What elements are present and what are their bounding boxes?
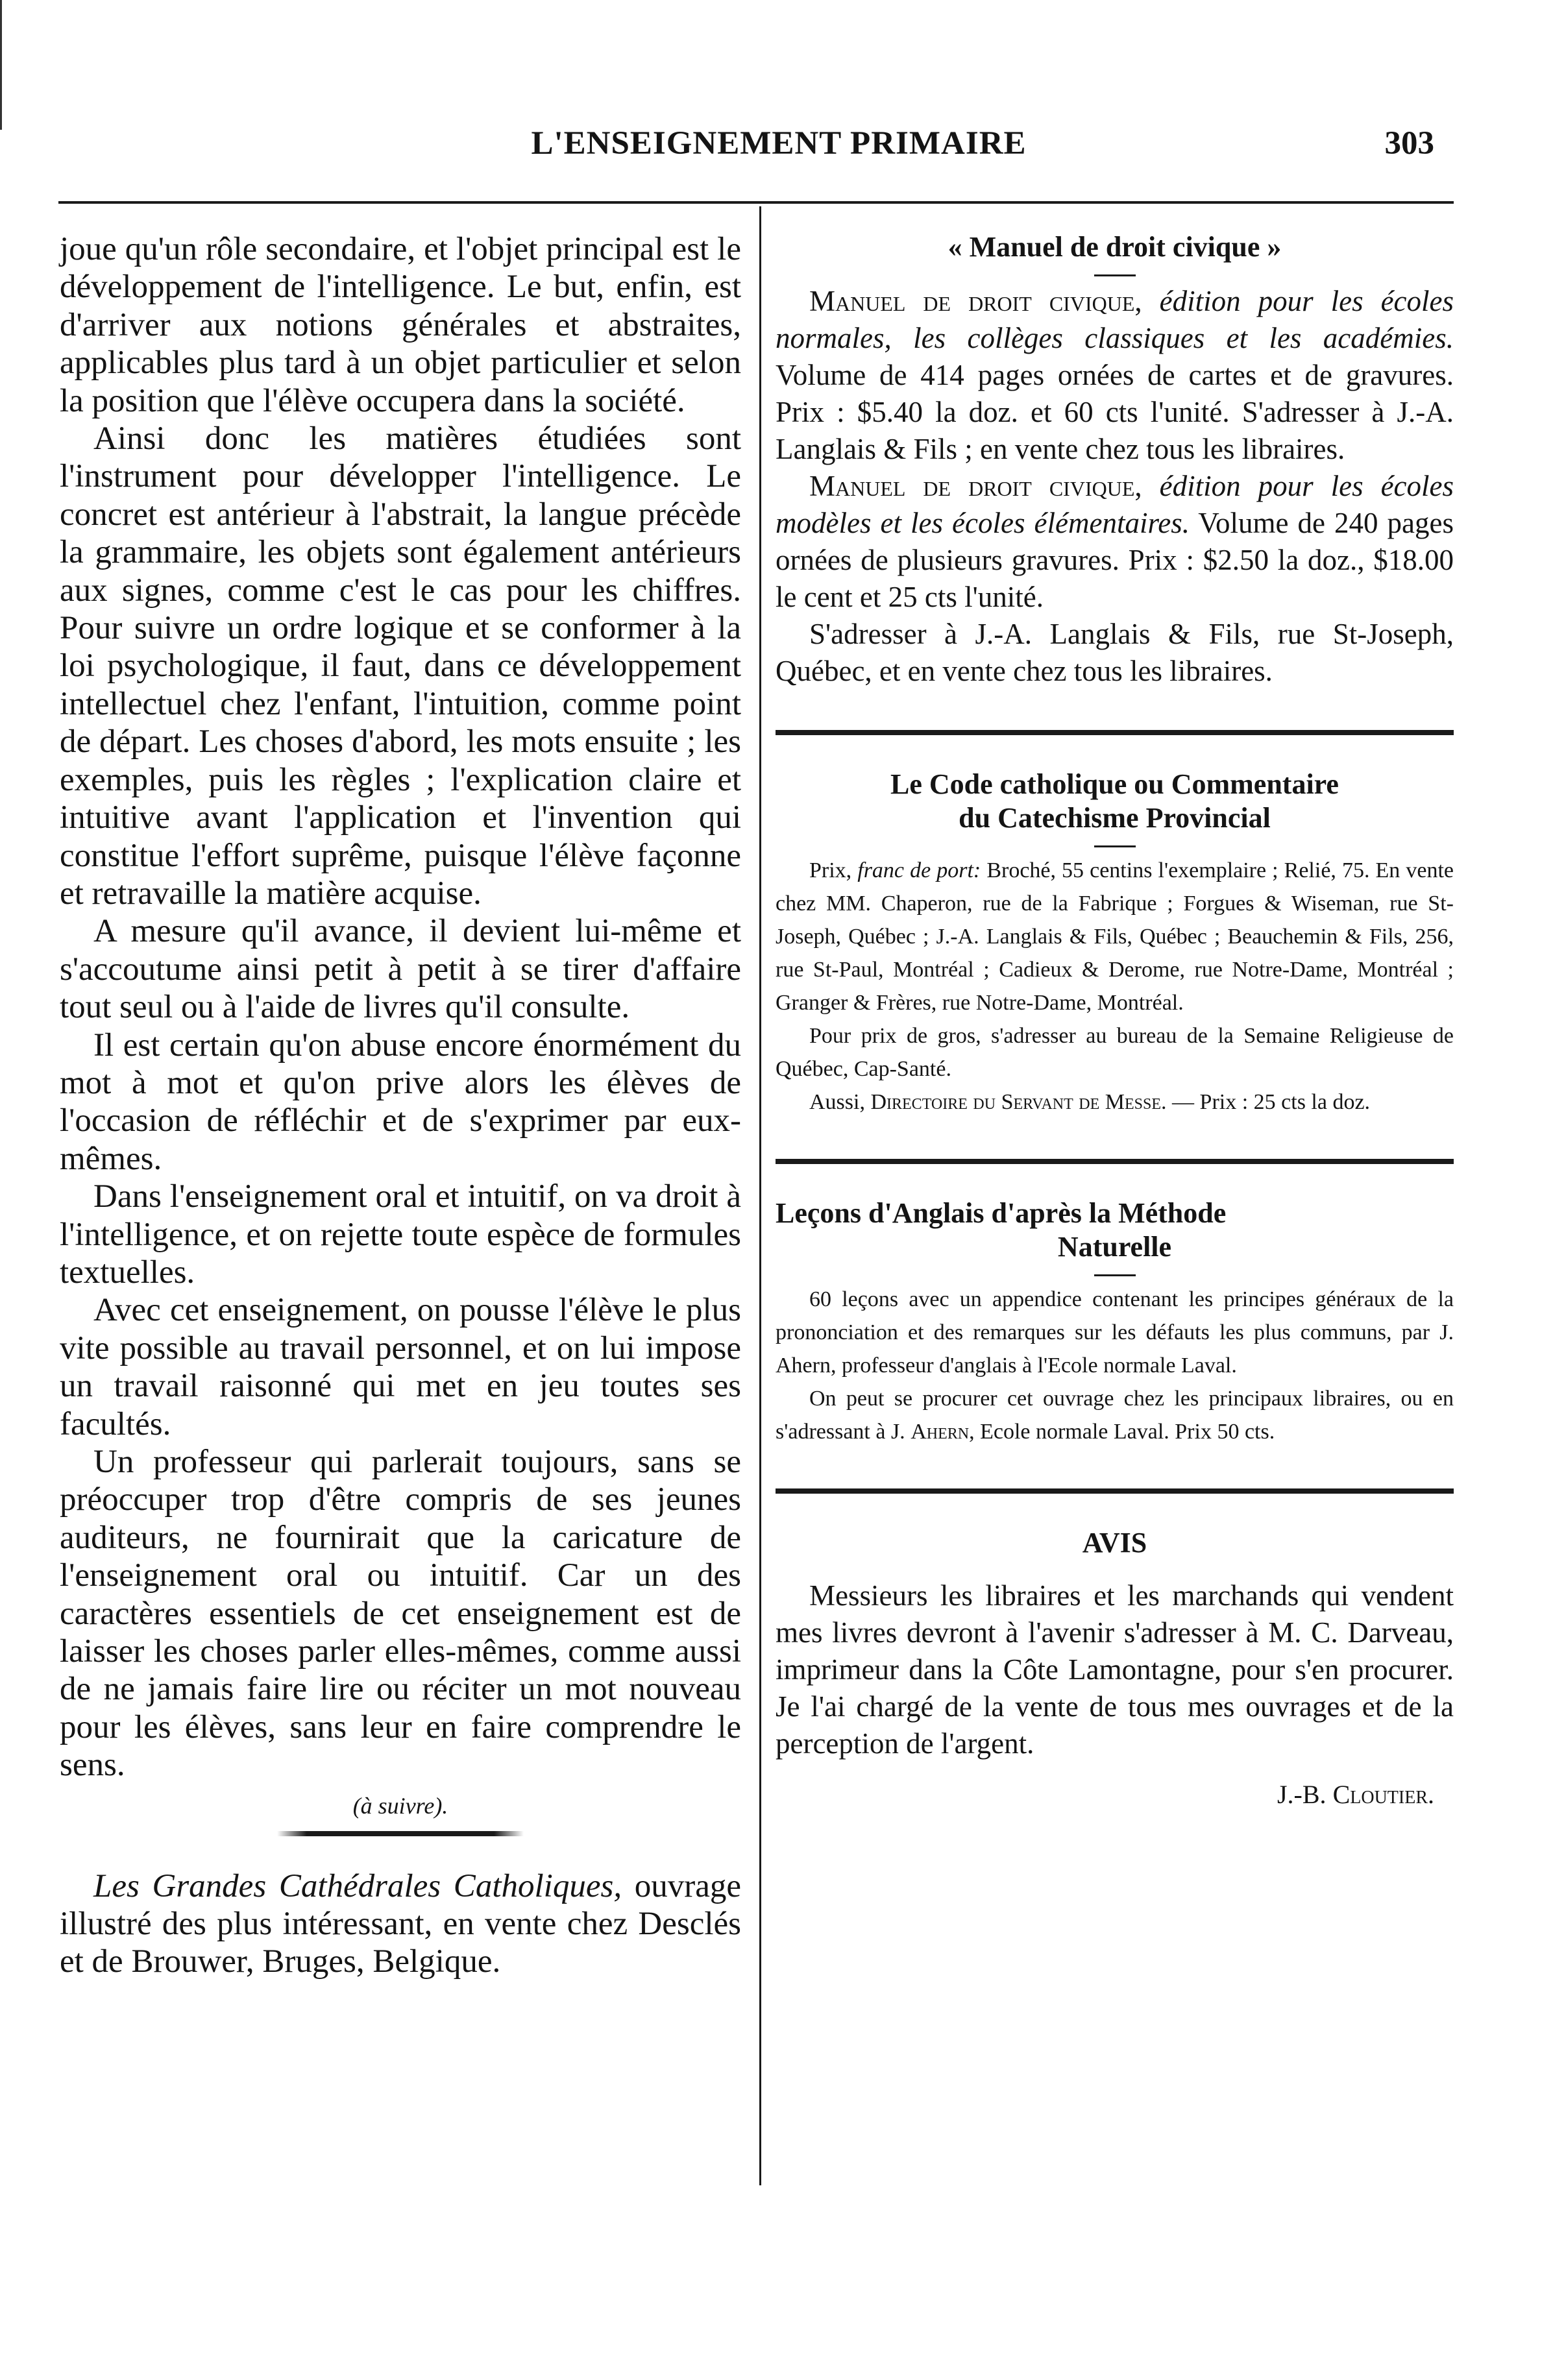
- cathedrales-title: Les Grandes Cathédrales Catholiques,: [93, 1867, 622, 1904]
- to-be-continued-note: (à suivre).: [352, 1792, 448, 1819]
- title-dash: [1094, 1274, 1136, 1276]
- code-ad-paragraph: [776, 1086, 1454, 1119]
- lecons-rest: , Ecole normale Laval. Prix 50 cts.: [969, 1420, 1275, 1444]
- avis-title: AVIS: [1082, 1527, 1147, 1559]
- manuel-details: Volume de 240 pages ornées de plusieurs gravures. Prix : $2.50 la doz., $18.00 le cent et 25 cts l'unité.: [776, 507, 1454, 613]
- section-rule: [776, 730, 1454, 735]
- cathedrales-details: ouvrage illustré des plus intéressant, en vente chez Desclés et de Brouwer, Bruges, Belgique.: [60, 1867, 741, 1980]
- manuel-ad-paragraph: S'adresser à J.-A. Langlais & Fils, rue St-Joseph, Québec, et en vente chez tous les libraires.: [776, 618, 1454, 687]
- running-title: L'ENSEIGNEMENT PRIMAIRE: [531, 125, 1027, 162]
- article-paragraph: joue qu'un rôle secondaire, et l'objet principal est le développement de l'intelligence. Le but, enfin, est d'arriver aux notions générales et abstraites, applicables plus tard à un objet particulier et selon la position que l'élève occupera dans la société.: [60, 231, 741, 419]
- code-catholique-ad: [776, 768, 1454, 1119]
- code-aussi: Aussi,: [809, 1090, 871, 1114]
- signature-name: Cloutier.: [1332, 1780, 1434, 1809]
- article-paragraph: Il est certain qu'on abuse encore énormément du mot à mot et qu'on prive alors les élèves de l'occasion de réfléchir et de s'exprimer par eux-mêmes.: [60, 1026, 741, 1177]
- avis-body: Messieurs les libraires et les marchands qui vendent mes livres devront à l'avenir s'adresser à M. C. Darveau, imprimeur dans la Côte Lamontagne, pour s'en procurer. Je l'ai chargé de la vente de tous mes ouvrages et de la perception de l'argent.: [776, 1579, 1454, 1760]
- lecons-lead: On peut se procurer cet ouvrage chez les principaux libraires, ou en s'adressant à J.: [776, 1387, 1454, 1444]
- section-rule: [776, 1159, 1454, 1164]
- code-ad-paragraph: Pour prix de gros, s'adresser au bureau de la Semaine Religieuse de Québec, Cap-Santé.: [776, 1024, 1454, 1081]
- ahern-name: Ahern: [911, 1420, 970, 1444]
- article-paragraph: Avec cet enseignement, on pousse l'élève le plus vite possible au travail personnel, et on lui impose un travail raisonné qui met en jeu toutes ses facultés.: [60, 1292, 741, 1442]
- header-rule: [58, 201, 1454, 204]
- manuel-details: Volume de 414 pages ornées de cartes et de gravures. Prix : $5.40 la doz. et 60 cts l'unité. S'adresser à J.-A. Langlais & Fils ; en vente chez tous les libraires.: [776, 359, 1454, 465]
- code-ad-paragraph: [776, 854, 1454, 1019]
- code-price-lead: Prix,: [809, 858, 858, 882]
- binding-edge-line: [0, 0, 2, 130]
- directoire-title: Directoire du Servant de Messe.: [870, 1090, 1167, 1114]
- signature-initials: J.-B.: [1277, 1780, 1333, 1809]
- left-column-article: [60, 230, 741, 1981]
- avis-signature: [776, 1779, 1434, 1810]
- code-ad-title-line: du Catechisme Provincial: [959, 802, 1271, 834]
- code-price-details: Broché, 55 centins l'exemplaire ; Relié, 75. En vente chez MM. Chaperon, rue de la Fabrique ; Forgues & Wiseman, rue St-Joseph, Québec ; J.-A. Langlais & Fils, Québec ; Beauchemin & Fils, 256, rue St-Paul, Montréal ; Cadieux & Derome, rue Notre-Dame, Montréal ; Granger & Frères, rue Notre-Dame, Montréal.: [776, 858, 1454, 1015]
- article-paragraph: Dans l'enseignement oral et intuitif, on va droit à l'intelligence, et on rejette toute espèce de formules textuelles.: [60, 1178, 741, 1291]
- lecons-ad-title-line: Leçons d'Anglais d'après la Méthode: [776, 1197, 1227, 1229]
- ornamental-rule: [277, 1831, 524, 1836]
- code-ad-title-line: Le Code catholique ou Commentaire: [890, 768, 1339, 800]
- manuel-name: Manuel de droit civique,: [809, 285, 1142, 317]
- manuel-ad-paragraph: [776, 468, 1454, 616]
- cathedrales-notice: [60, 1867, 741, 1981]
- code-franc-de-port: franc de port:: [857, 858, 981, 882]
- right-column-notices: [776, 230, 1454, 1810]
- page-number: 303: [1384, 125, 1434, 162]
- manuel-edition: édition pour les écoles modèles et les écoles élémentaires.: [776, 470, 1454, 539]
- manuel-ad: [776, 230, 1454, 690]
- directoire-price: — Prix : 25 cts la doz.: [1166, 1090, 1371, 1114]
- section-rule: [776, 1488, 1454, 1494]
- manuel-ad-title: « Manuel de droit civique »: [948, 231, 1282, 263]
- manuel-name: Manuel de droit civique,: [809, 470, 1142, 502]
- lecons-anglais-ad: [776, 1196, 1454, 1448]
- column-divider: [759, 206, 761, 2185]
- title-dash: [1094, 274, 1136, 276]
- article-paragraph: Ainsi donc les matières étudiées sont l'instrument pour développer l'intelligence. Le concret est antérieur à l'abstrait, la langue précède la grammaire, les objets sont également antérieurs aux signes, comme c'est le cas pour les chiffres. Pour suivre un ordre logique et se conformer à la loi psychologique, il faut, dans ce développement intellectuel chez l'enfant, l'intuition, comme point de départ. Les choses d'abord, les mots ensuite ; les exemples, puis les règles ; l'explication claire et intuitive avant l'application et l'invention qui constitue l'effort suprême, puisque l'élève façonne et retravaille la matière acquise.: [60, 420, 741, 912]
- article-paragraph: Un professeur qui parlerait toujours, sans se préoccuper trop d'être compris de ses jeunes auditeurs, ne fournirait que la caricature de l'enseignement oral ou intuitif. Car un des caractères essentiels de cet enseignement est de laisser les choses parler elles-mêmes, comme aussi de ne jamais faire lire ou réciter un mot nouveau pour les élèves, sans leur en faire comprendre le sens.: [60, 1444, 741, 1784]
- title-dash: [1094, 845, 1136, 847]
- manuel-ad-paragraph: [776, 283, 1454, 468]
- avis-notice: [776, 1526, 1454, 1810]
- article-paragraph: A mesure qu'il avance, il devient lui-même et s'accoutume ainsi petit à petit à se tirer d'affaire tout seul ou à l'aide de livres qu'il consulte.: [60, 913, 741, 1026]
- lecons-ad-title-line: Naturelle: [1057, 1231, 1172, 1263]
- lecons-ad-paragraph: 60 leçons avec un appendice contenant les principes généraux de la prononciation et des remarques sur les défauts les plus communs, par J. Ahern, professeur d'anglais à l'Ecole normale Laval.: [776, 1287, 1454, 1378]
- manuel-edition: édition pour les écoles normales, les collèges classiques et les académies.: [776, 285, 1454, 354]
- lecons-ad-paragraph: [776, 1382, 1454, 1448]
